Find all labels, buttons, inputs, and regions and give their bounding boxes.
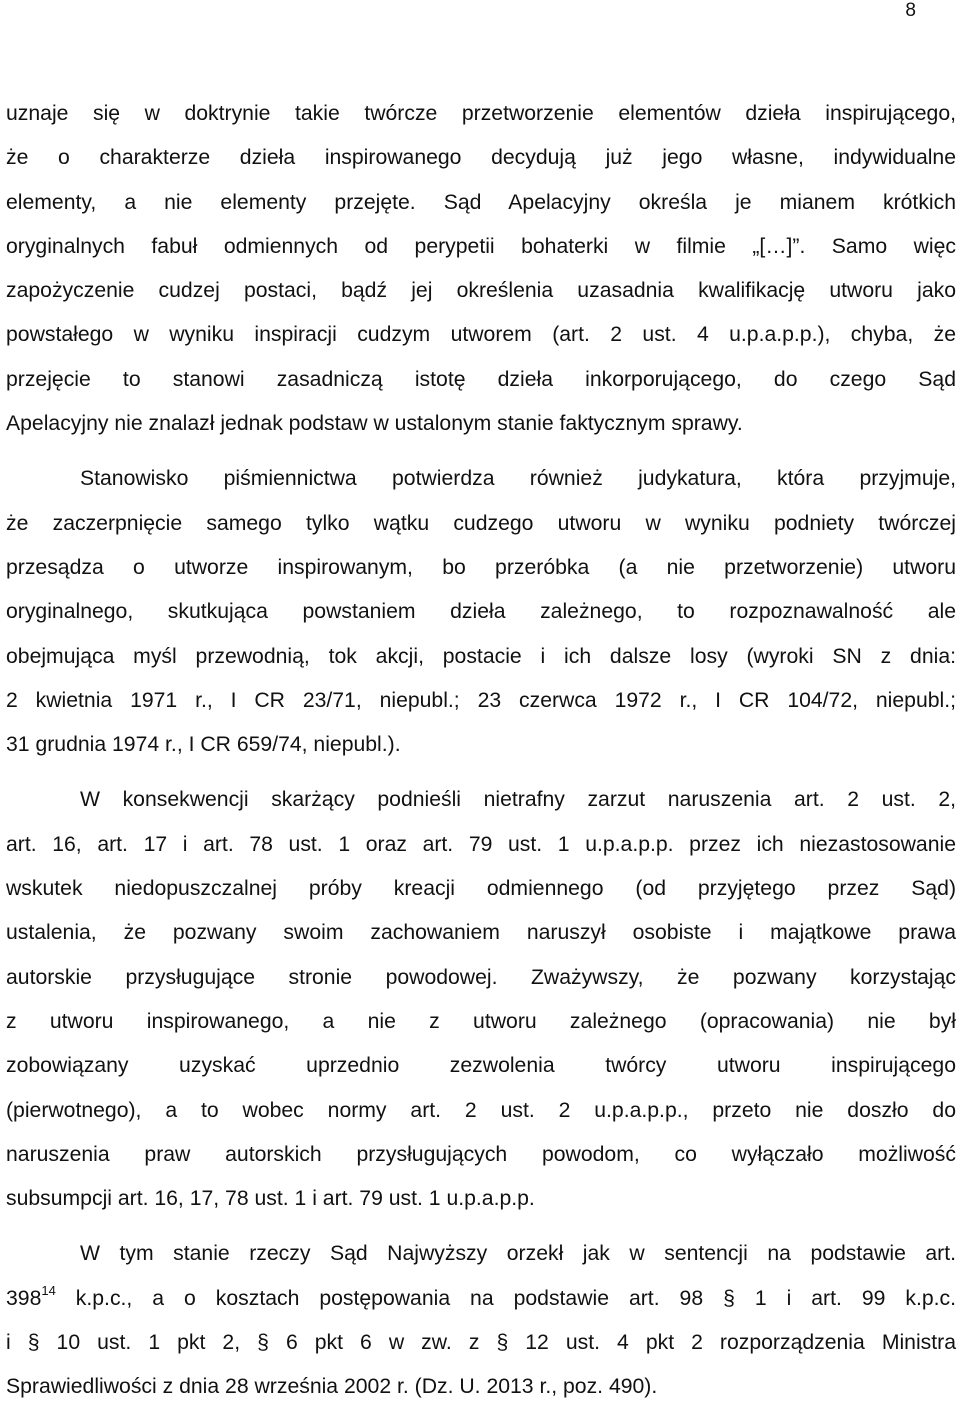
section-sign: § — [496, 1331, 509, 1355]
paragraph-4 — [6, 1232, 956, 1409]
text-line: uznaje się w doktrynie takie twórcze przetworzenie elementów dzieła inspirującego, — [6, 102, 956, 125]
text-run: 398 — [6, 1286, 42, 1310]
text-run: i — [6, 1331, 28, 1355]
text-line: Sprawiedliwości z dnia 28 września 2002 r. (Dz. U. 2013 r., poz. 490). — [6, 1375, 658, 1399]
text-line: wskutek niedopuszczalnej próby kreacji odmiennego (od przyjętego przez Sąd) — [6, 877, 956, 901]
document-body — [6, 92, 956, 1410]
text-line: powstałego w wyniku inspiracji cudzym utworem (art. 2 ust. 4 u.p.a.p.p.), chyba, że — [6, 323, 956, 347]
text-line: zapożyczenie cudzej postaci, bądź jej określenia uzasadnia kwalifikację utworu jako — [6, 279, 956, 303]
text-line: 31 grudnia 1974 r., I CR 659/74, niepubl.). — [6, 733, 401, 757]
text-run: 6 pkt 6 w zw. z — [268, 1331, 497, 1355]
text-line — [6, 1321, 956, 1365]
section-sign: § — [27, 1331, 40, 1355]
text-line: przesądza o utworze inspirowanym, bo przeróbka (a nie przetworzenie) utworu — [6, 555, 956, 579]
text-run: 12 ust. 4 pkt 2 rozporządzenia Ministra — [508, 1331, 956, 1355]
text-line: autorskie przysługujące stronie powodowej. Zważywszy, że pozwany korzystając — [6, 965, 956, 989]
text-line — [6, 1277, 956, 1321]
text-line: oryginalnych fabuł odmiennych od perypetii bohaterki w filmie „[…]”. Samo więc — [6, 234, 956, 258]
text-line: że o charakterze dzieła inspirowanego decydują już jego własne, indywidualne — [6, 146, 956, 170]
paragraph-3 — [6, 778, 956, 1221]
text-line: W konsekwencji skarżący podnieśli nietrafny zarzut naruszenia art. 2 ust. 2, — [80, 788, 956, 812]
text-line: przejęcie to stanowi zasadniczą istotę dzieła inkorporującego, do czego Sąd — [6, 367, 956, 391]
text-line: ustalenia, że pozwany swoim zachowaniem naruszył osobiste i majątkowe prawa — [6, 921, 956, 945]
text-run: 1 i art. 99 k.p.c. — [734, 1286, 956, 1310]
text-line: 2 kwietnia 1971 r., I CR 23/71, niepubl.; 23 czerwca 1972 r., I CR 104/72, niepubl.; — [6, 688, 956, 712]
section-sign: § — [723, 1286, 735, 1310]
text-line: Apelacyjny nie znalazł jednak podstaw w ustalonym stanie faktycznym sprawy. — [6, 412, 743, 436]
text-line: Stanowisko piśmiennictwa potwierdza również judykatura, która przyjmuje, — [80, 467, 956, 491]
text-run: k.p.c., a o kosztach postępowania na podstawie art. 98 — [55, 1286, 724, 1310]
text-run: 10 ust. 1 pkt 2, — [39, 1331, 258, 1355]
text-line: z utworu inspirowanego, a nie z utworu zależnego (opracowania) nie był — [6, 1009, 956, 1033]
section-sign: § — [257, 1331, 269, 1355]
text-line: zobowiązany uzyskać uprzednio zezwolenia twórcy utworu inspirującego — [6, 1054, 956, 1078]
superscript: 14 — [41, 1282, 56, 1298]
page-number: 8 — [905, 0, 916, 21]
text-line: W tym stanie rzeczy Sąd Najwyższy orzekł jak w sentencji na podstawie art. — [80, 1242, 956, 1266]
text-line: (pierwotnego), a to wobec normy art. 2 ust. 2 u.p.a.p.p., przeto nie doszło do — [6, 1098, 956, 1122]
text-line: że zaczerpnięcie samego tylko wątku cudzego utworu w wyniku podniety twórczej — [6, 511, 956, 535]
text-line: obejmująca myśl przewodnią, tok akcji, postacie i ich dalsze losy (wyroki SN z dnia: — [6, 644, 956, 668]
paragraph-2 — [6, 457, 956, 767]
paragraph-1 — [6, 92, 956, 446]
text-line: subsumpcji art. 16, 17, 78 ust. 1 i art. 79 ust. 1 u.p.a.p.p. — [6, 1187, 535, 1211]
text-line: art. 16, art. 17 i art. 78 ust. 1 oraz art. 79 ust. 1 u.p.a.p.p. przez ich niezastosowanie — [6, 832, 956, 856]
text-line: elementy, a nie elementy przejęte. Sąd Apelacyjny określa je mianem krótkich — [6, 190, 956, 214]
text-line: oryginalnego, skutkująca powstaniem dzieła zależnego, to rozpoznawalność ale — [6, 600, 956, 624]
text-line: naruszenia praw autorskich przysługujących powodom, co wyłączało możliwość — [6, 1142, 956, 1166]
